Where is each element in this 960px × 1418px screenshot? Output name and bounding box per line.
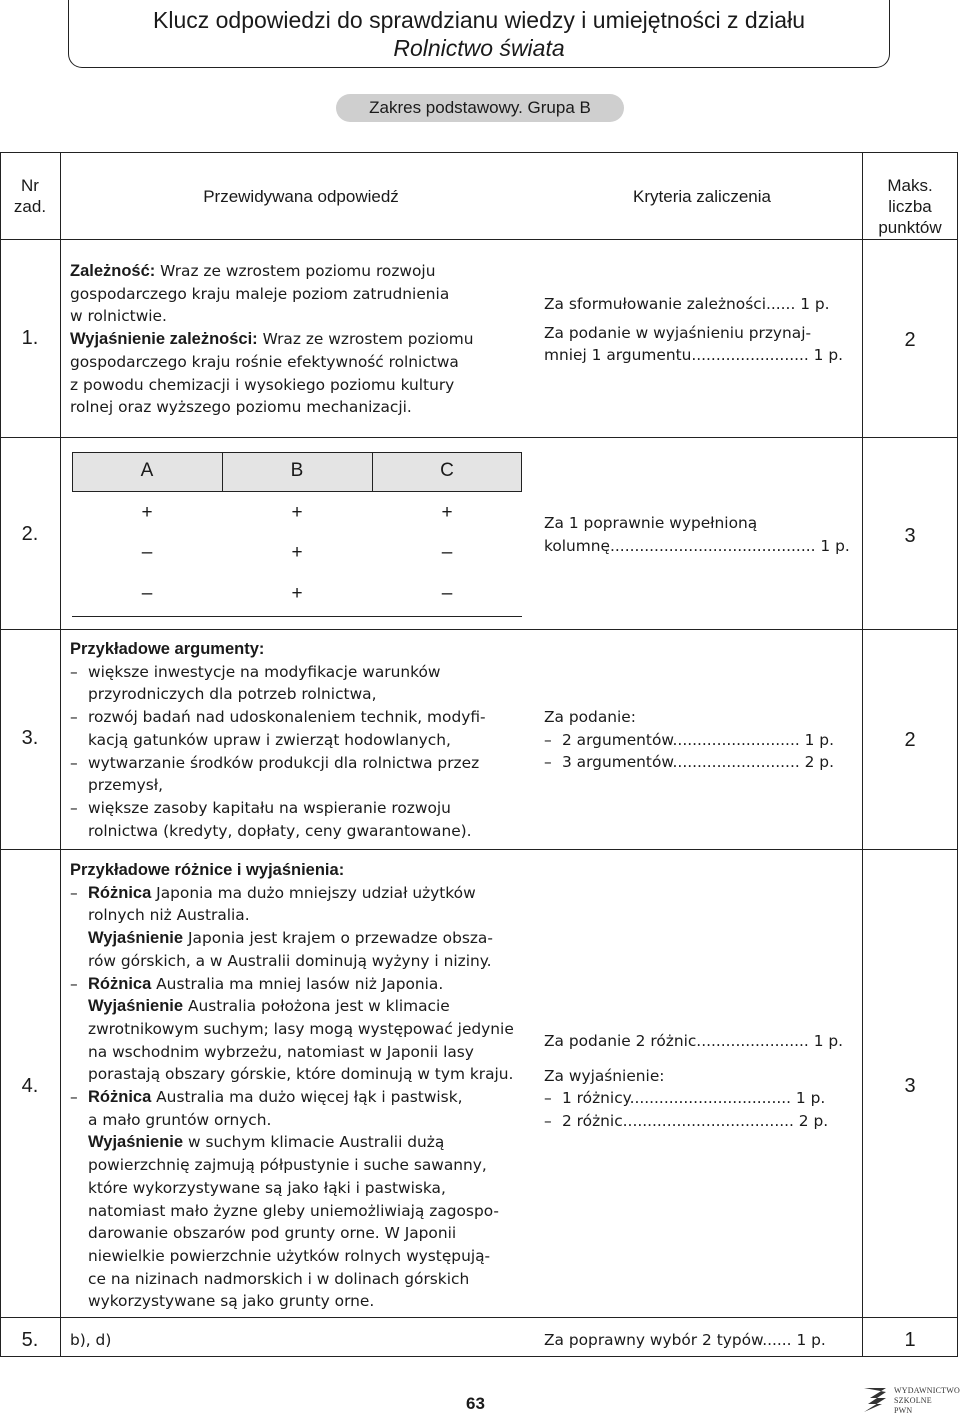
abc-cell: +: [291, 542, 303, 563]
abc-cell: +: [291, 583, 303, 604]
publisher-logo-icon: [860, 1382, 890, 1416]
header-max-points: Maks. liczba punktów: [878, 176, 942, 237]
abc-cell: +: [141, 502, 153, 523]
task-1-answer: Zależność: Wraz ze wzrostem poziomu rozwoju gospodarczego kraju maleje poziom zatrudnienia w rolnictwie. Wyjaśnienie zależności: Wraz ze wzrostem poziomu gospodarczego kraju rośnie efektywność rolnictwa z powodu chemizacji i wysokiego poziomu kultury rolnej oraz wyższego poziomu mechanizacji.: [70, 262, 474, 417]
task-number: 2.: [21, 523, 39, 545]
page-number: 63: [466, 1394, 485, 1413]
header-criteria: Kryteria zaliczenia: [633, 187, 771, 206]
task-5-criteria: Za poprawny wybór 2 typów...... 1 p.: [544, 1331, 826, 1349]
task-points: 3: [904, 525, 916, 547]
task-points: 1: [904, 1329, 916, 1351]
task-4-answer: Przykładowe różnice i wyjaśnienia: – Różnica Japonia ma dużo mniejszy udział użytków rolnych niż Australia. Wyjaśnienie Japonia jest krajem o przewadze obsza- rów górskich, a w Australii dominują wyżyny i niziny. – Różnica Australia ma mniej lasów niż Japonia. Wyjaśnienie Australia położona jest w klimacie zwrotnikowym suchym; lasy mogą występować jedynie na wschodnim wybrzeżu, natomiast w Japonii lasy porastają obszary górskie, które dominują w tym kraju. – Różnica Australia ma dużo więcej łąk i pastwisk, a mało gruntów ornych. Wyjaśnienie w suchym klimacie Australii dużą powierzchnię zajmują półpustynie i suche sawanny, które wykorzystywane są jako łąki i pastwiska, natomiast mało żyzne gleby uniemożliwiają zagospo- darowanie obszarów pod grunty orne. W Japonii niewielkie powierzchnie użytków rolnych występują- ce na nizinach nadmorskich i w dolinach górskich wykorzystywane są jako grunty orne.: [70, 861, 514, 1311]
answer-key-table: [0, 152, 958, 1357]
publisher-logo: [860, 1382, 960, 1418]
task-number: 5.: [21, 1329, 39, 1351]
task-1-criteria: Za sformułowanie zależności...... 1 p. Za podanie w wyjaśnieniu przynaj- mniej 1 argumentu........................ 1 p.: [544, 295, 844, 365]
task-number: 4.: [21, 1075, 39, 1097]
header-answer: Przewidywana odpowiedź: [203, 187, 399, 206]
abc-col-header: A: [140, 460, 154, 481]
title-box: [68, 0, 890, 68]
abc-col-header: B: [290, 460, 304, 481]
abc-cell: –: [141, 542, 153, 563]
publisher-name: WYDAWNICTWO SZKOLNE PWN: [894, 1386, 960, 1415]
abc-cell: –: [441, 583, 453, 604]
abc-grid: [72, 452, 522, 617]
task-number: 1.: [21, 327, 39, 349]
title-line-2: Rolnictwo świata: [393, 35, 565, 61]
abc-cell: +: [441, 502, 453, 523]
subtitle-pill: Zakres podstawowy. Grupa B: [336, 94, 624, 122]
task-points: 3: [904, 1075, 916, 1097]
task-points: 2: [904, 729, 916, 751]
task-number: 3.: [21, 727, 39, 749]
abc-cell: –: [441, 542, 453, 563]
task-5-answer: b), d): [70, 1331, 112, 1349]
task-3-answer: Przykładowe argumenty: – większe inwestycje na modyfikacje warunków przyrodniczych dla potrzeb rolnictwa, – rozwój badań nad udoskonaleniem technik, modyfi- kacją gatunków upraw i zwierząt hodowlanych, – wytwarzanie środków produkcji dla rolnictwa przez przemysł, – większe zasoby kapitału na wspieranie rozwoju rolnictwa (kredyty, dopłaty, ceny gwarantowane).: [70, 640, 486, 840]
abc-cell: +: [291, 502, 303, 523]
abc-cell: –: [141, 583, 153, 604]
title-line-1: Klucz odpowiedzi do sprawdzianu wiedzy i umiejętności z działu: [153, 7, 805, 33]
task-points: 2: [904, 329, 916, 351]
task-2-criteria: Za 1 poprawnie wypełnioną kolumnę.......................................... 1 p.: [544, 514, 850, 555]
abc-col-header: C: [440, 460, 454, 481]
task-4-criteria: Za podanie 2 różnic....................... 1 p. Za wyjaśnienie: – 1 różnicy................................. 1 p. – 2 różnic................................... 2 p.: [544, 1032, 844, 1131]
task-3-criteria: Za podanie: – 2 argumentów.......................... 1 p. – 3 argumentów.......................... 2 p.: [544, 708, 834, 772]
header-nr: Nr zad.: [13, 176, 47, 216]
